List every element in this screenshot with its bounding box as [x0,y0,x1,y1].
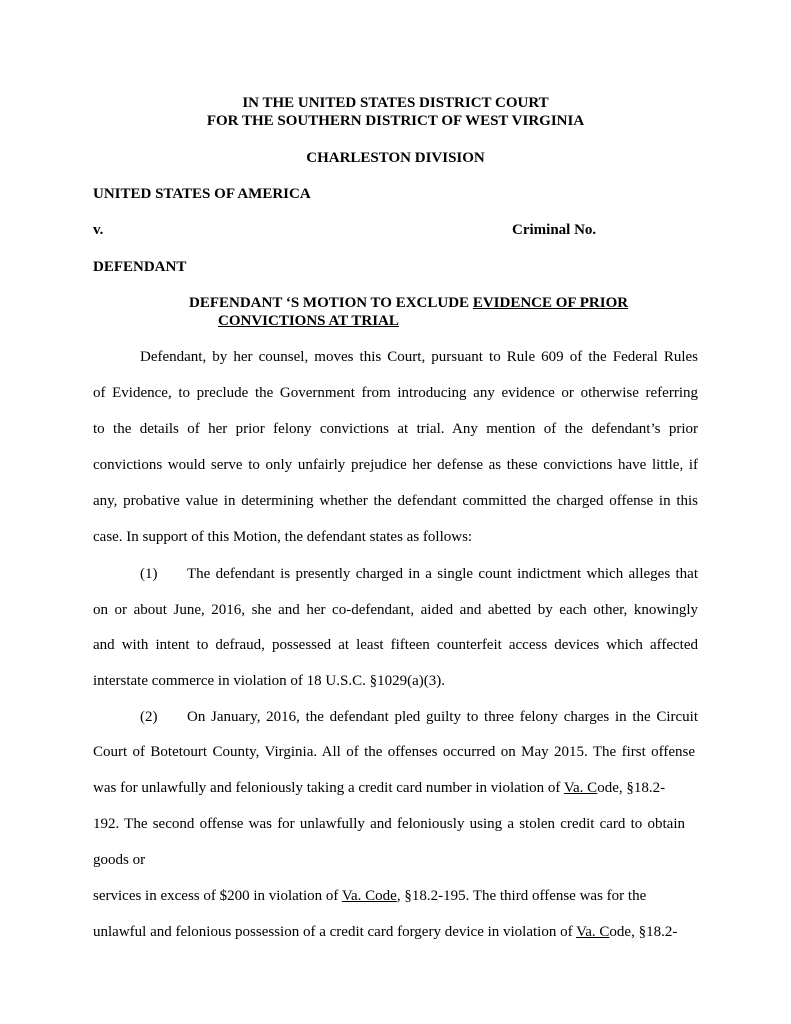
motion-title-part1: DEFENDANT ‘S MOTION TO EXCLUDE [189,295,473,311]
intro-line-5: any, probative value in determining whether the defendant committed the charged offense in this [93,493,698,509]
va-code-citation: Va. C [576,924,610,940]
defendant-name: DEFENDANT [93,259,187,275]
va-code-citation: Va. C [563,780,598,796]
para2-line-7-tail: ode, §18.2- [609,924,678,940]
para2-line-6-tail: , §18.2-195. The third offense was for the [396,888,647,904]
para2-line-4: 192. The second offense was for unlawfully and feloniously using a stolen credit card to obtain [93,816,685,832]
motion-title-part2: EVIDENCE OF PRIOR [472,295,629,311]
para2-line-1: On January, 2016, the defendant pled guilty to three felony charges in the Circuit [187,709,698,725]
court-name-line1: IN THE UNITED STATES DISTRICT COURT [242,95,549,111]
paragraph-2-number: (2) [140,709,158,725]
para2-line-3-text: was for unlawfully and feloniously taking a credit card number in violation of [93,780,564,796]
para1-line-4: interstate commerce in violation of 18 U.S.C. §1029(a)(3). [93,673,445,689]
intro-line-6: case. In support of this Motion, the defendant states as follows: [93,529,473,545]
para2-line-3-tail: ode, §18.2- [597,780,666,796]
para2-line-6-text: services in excess of $200 in violation of [93,888,342,904]
paragraph-1-number: (1) [140,566,158,582]
criminal-number-label: Criminal No. [512,222,597,238]
para2-line-5: goods or [93,852,146,868]
para2-line-2: Court of Botetourt County, Virginia. All of the offenses occurred on May 2015. The first offense [93,744,695,760]
para1-line-3: and with intent to defraud, possessed at least fifteen counterfeit access devices which affected [93,637,698,653]
plaintiff-name: UNITED STATES OF AMERICA [93,186,311,202]
intro-line-1: Defendant, by her counsel, moves this Court, pursuant to Rule 609 of the Federal Rules [140,349,698,365]
para2-line-6 [93,887,646,905]
para2-line-7 [93,923,677,941]
para1-line-1: The defendant is presently charged in a single count indictment which alleges that [187,566,698,582]
motion-title-line1 [189,294,628,312]
intro-line-2: of Evidence, to preclude the Government from introducing any evidence or otherwise referring [93,385,698,401]
para1-line-2: on or about June, 2016, she and her co-defendant, aided and abetted by each other, knowingly [93,602,698,618]
intro-line-4: convictions would serve to only unfairly prejudice her defense as these convictions have little, if [93,457,698,473]
court-name-line2: FOR THE SOUTHERN DISTRICT OF WEST VIRGINIA [206,113,585,129]
para2-line-7-text: unlawful and felonious possession of a credit card forgery device in violation of [93,924,577,940]
division-heading: CHARLESTON DIVISION [306,150,485,166]
motion-title-line2: CONVICTIONS AT TRIAL [218,313,399,329]
intro-line-3: to the details of her prior felony convictions at trial. Any mention of the defendant’s prior [93,421,698,437]
va-code-citation: Va. Code [341,888,397,904]
para2-line-3 [93,779,665,797]
versus-label: v. [93,222,104,238]
